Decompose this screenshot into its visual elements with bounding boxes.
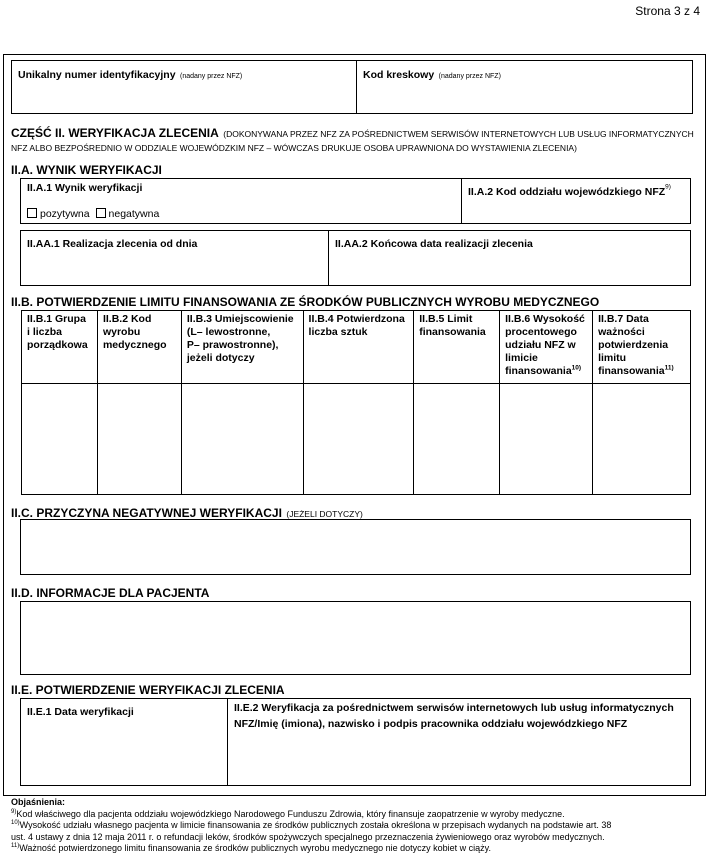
- col-header-line: wyrobu: [102, 326, 141, 338]
- table-cell[interactable]: [97, 384, 181, 495]
- footnote-text: Kod właściwego dla pacjenta oddziału wojewódzkiego Narodowego Funduszu Zdrowia, który finansuje zaopatrzenie w wyroby medyczne.: [16, 808, 565, 819]
- footnote-item: [11, 843, 706, 855]
- barcode-label: Kod kreskowy: [363, 69, 435, 81]
- e2-line2: NFZ/Imię (imiona), nazwisko i podpis pracownika oddziału wojewódzkiego NFZ: [234, 718, 628, 730]
- col-header-line: jeżeli dotyczy: [186, 352, 255, 364]
- col-header-line: liczba sztuk: [308, 326, 368, 338]
- verification-signature-field[interactable]: [227, 698, 691, 786]
- col-header-text: [598, 313, 685, 378]
- col-header: [414, 311, 500, 384]
- footnote-line: [11, 843, 706, 855]
- col-header-line: finansowania: [419, 326, 486, 338]
- col-header-text: [505, 313, 587, 378]
- table-cell[interactable]: [181, 384, 303, 495]
- footnotes-title: Objaśnienia:: [11, 797, 66, 807]
- unique-id-note: (nadany przez NFZ): [180, 73, 243, 80]
- footnote-number: 10): [11, 820, 20, 826]
- col-header-line: i liczba: [27, 326, 63, 338]
- realization-end-field[interactable]: [328, 230, 691, 286]
- a2-label: II.A.2 Kod oddziału wojewódzkiego NFZ: [468, 186, 666, 198]
- col-header-line: II.B.7 Data: [598, 313, 649, 325]
- barcode-note: (nadany przez NFZ): [438, 73, 501, 80]
- footnote-ref: 10): [571, 364, 582, 372]
- a2-footnote-ref: 9): [665, 183, 671, 191]
- negative-reason-field[interactable]: [20, 519, 691, 575]
- table-cell[interactable]: [303, 384, 414, 495]
- col-header-line: II.B.6 Wysokość: [505, 313, 585, 325]
- col-header-line: medycznego: [102, 339, 167, 351]
- footnote-number: 9): [11, 808, 17, 815]
- col-header: [22, 311, 98, 384]
- col-header-line: finansowania: [505, 365, 572, 377]
- col-header-line: II.B.5 Limit: [419, 313, 473, 325]
- footnotes: [11, 797, 706, 855]
- part2-subtitle-line1: (DOKONYWANA PRZEZ NFZ ZA POŚREDNICTWEM SERWISÓW INTERNETOWYCH LUB USŁUG INFORMATYCZNYCH: [223, 129, 694, 139]
- section-c-title: II.C. PRZYCZYNA NEGATYWNEJ WERYFIKACJI: [11, 506, 282, 520]
- col-header-line: P– prawostronne),: [186, 339, 279, 351]
- a1-label: II.A.1 Wynik weryfikacji: [27, 182, 143, 194]
- e2-line1: II.E.2 Weryfikacja za pośrednictwem serwisów internetowych lub usług informatycznych: [234, 702, 674, 714]
- col-header-line: limitu: [598, 352, 627, 364]
- col-header-text: [103, 313, 176, 352]
- col-header-line: limicie: [505, 352, 538, 364]
- table-cell[interactable]: [593, 384, 691, 495]
- footnote-text: Wysokość udziału własnego pacjenta w limicie finansowania ze środków publicznych została określona w przepisach wydanych na podstawie art. 38: [19, 820, 612, 830]
- col-header-line: II.B.3 Umiejscowienie: [186, 313, 294, 325]
- unique-id-field[interactable]: [11, 60, 357, 114]
- barcode-field[interactable]: [356, 60, 693, 114]
- table-header-row: [22, 311, 691, 384]
- table-row: [22, 384, 691, 495]
- footnote-text: Ważność potwierdzonego limitu finansowania ze środków publicznych wyrobu medycznego nie dotyczy kobiet w ciąży.: [19, 843, 491, 853]
- part2-header: [11, 125, 701, 155]
- section-c-note: (JEŻELI DOTYCZY): [286, 509, 363, 519]
- e1-label: II.E.1 Data weryfikacji: [27, 706, 134, 718]
- col-header-text: [27, 313, 92, 352]
- negative-label: negatywna: [108, 208, 160, 220]
- part2-subtitle-line2: NFZ ALBO BEZPOŚREDNIO W ODDZIALE WOJEWÓDZKIM NFZ – WÓWCZAS DRUKUJE OSOBA UPRAWNIONA DO WYSTAWIENIA ZLECENIA): [11, 143, 577, 153]
- positive-checkbox[interactable]: [27, 208, 37, 218]
- footnote-line: [11, 832, 706, 844]
- section-a-title: II.A. WYNIK WERYFIKACJI: [11, 163, 162, 177]
- col-header-line: potwierdzenia: [598, 339, 669, 351]
- patient-info-field[interactable]: [20, 601, 691, 675]
- col-header-text: [309, 313, 409, 339]
- col-header-line: udziału NFZ w: [505, 339, 576, 351]
- footnote-ref: 11): [664, 364, 674, 372]
- section-b-title: II.B. POTWIERDZENIE LIMITU FINANSOWANIA ZE ŚRODKÓW PUBLICZNYCH WYROBU MEDYCZNEGO: [11, 295, 600, 309]
- realization-start-field[interactable]: [20, 230, 329, 286]
- positive-label: pozytywna: [40, 208, 90, 220]
- aa1-label: II.AA.1 Realizacja zlecenia od dnia: [27, 238, 198, 250]
- negative-checkbox[interactable]: [96, 208, 106, 218]
- footnote-number: 11): [11, 843, 20, 849]
- col-header-line: (L– lewostronne,: [186, 326, 271, 338]
- col-header-line: finansowania: [598, 365, 665, 377]
- table-cell[interactable]: [500, 384, 593, 495]
- col-header: [303, 311, 414, 384]
- col-header-line: porządkowa: [27, 339, 88, 351]
- col-header-text: [187, 313, 298, 365]
- table-cell[interactable]: [22, 384, 98, 495]
- verification-result-field: [20, 178, 462, 224]
- col-header-line: II.B.2 Kod: [102, 313, 152, 325]
- footnote-line: [11, 809, 706, 821]
- footnote-list: [11, 809, 706, 855]
- financing-limit-table: [21, 310, 691, 495]
- aa2-label: II.AA.2 Końcowa data realizacji zlecenia: [335, 238, 533, 250]
- footnote-line: [11, 820, 706, 832]
- col-header: [593, 311, 691, 384]
- footnote-text: ust. 4 ustawy z dnia 12 maja 2011 r. o refundacji leków, środków spożywczych specjalnego przeznaczenia żywieniowego oraz wyrobów medycznych.: [11, 831, 605, 842]
- page-number: Strona 3 z 4: [635, 4, 700, 18]
- footnote-item: [11, 809, 706, 821]
- col-header-line: ważności: [598, 326, 645, 338]
- col-header-line: II.B.1 Grupa: [27, 313, 86, 325]
- nfz-branch-code-field[interactable]: [461, 178, 691, 224]
- unique-id-label: Unikalny numer identyfikacyjny: [18, 69, 176, 81]
- verification-date-field[interactable]: [20, 698, 228, 786]
- col-header-line: procentowego: [505, 326, 577, 338]
- col-header-line: II.B.4 Potwierdzona: [308, 313, 405, 325]
- col-header: [500, 311, 593, 384]
- part2-title: CZĘŚĆ II. WERYFIKACJA ZLECENIA: [11, 126, 219, 140]
- col-header: [97, 311, 181, 384]
- table-cell[interactable]: [414, 384, 500, 495]
- section-d-title: II.D. INFORMACJE DLA PACJENTA: [11, 586, 210, 600]
- col-header: [181, 311, 303, 384]
- col-header-text: [419, 313, 494, 339]
- footnote-item: [11, 820, 706, 843]
- section-e-title: II.E. POTWIERDZENIE WERYFIKACJI ZLECENIA: [11, 683, 285, 697]
